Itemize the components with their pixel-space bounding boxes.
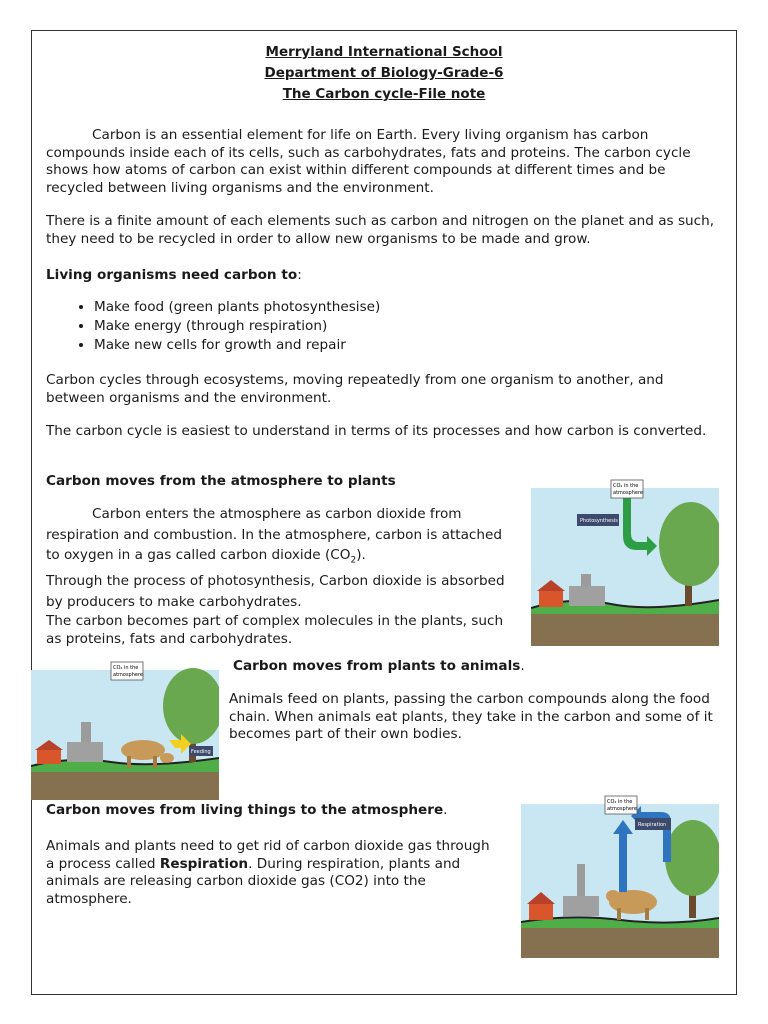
- section3-text-bold: Respiration: [159, 855, 249, 872]
- respiration-illustration: [521, 792, 719, 958]
- feeding-figure: [31, 660, 219, 800]
- co2-label-line1: CO₂ in the: [607, 799, 633, 805]
- section2-heading-end: .: [520, 658, 525, 674]
- section2-body: Animals feed on plants, passing the carbon compounds along the food chain. When animals eat plants, they take in the carbon and some of it becomes part of their own bodies.: [229, 691, 713, 742]
- school-name: Merryland International School: [265, 44, 503, 60]
- process-label: Photosynthesis: [580, 518, 618, 524]
- section1-heading: Carbon moves from the atmosphere to plants: [46, 473, 396, 489]
- factory-building: [67, 742, 103, 762]
- process-label: Feeding: [191, 749, 211, 755]
- house-icon: [539, 591, 563, 607]
- subscript-2: 2: [350, 555, 357, 566]
- cycles-paragraph-1: Carbon cycles through ecosystems, moving repeatedly from one organism to another, and between organisms and the environment.: [46, 372, 664, 406]
- section2-heading-text: Carbon moves from plants to animals: [233, 658, 521, 674]
- cow-leg: [153, 756, 157, 768]
- respiration-figure: [521, 792, 719, 958]
- cow-leg: [127, 756, 131, 768]
- cycles-paragraph-2: The carbon cycle is easiest to understand in terms of its processes and how carbon is converted.: [46, 423, 707, 439]
- needs-list: [46, 298, 380, 355]
- section1-body-d: The carbon becomes part of complex molecules in the plants, such as proteins, fats and carbohydrates.: [46, 613, 504, 648]
- needs-heading: [46, 267, 726, 285]
- co2-label-line2: atmosphere: [613, 490, 643, 496]
- cow-leg: [645, 908, 649, 920]
- section1-body: [46, 504, 516, 648]
- co2-label-line2: atmosphere: [607, 806, 637, 812]
- photosynthesis-illustration: [531, 476, 719, 646]
- process-label: Respiration: [638, 822, 667, 828]
- soil: [521, 926, 719, 958]
- section3-heading-end: .: [443, 802, 448, 818]
- section1-text-b: ).: [356, 547, 366, 563]
- soil: [531, 612, 719, 646]
- tree-icon: [665, 820, 719, 896]
- list-item: • Make energy (through respiration): [94, 317, 380, 336]
- needs-heading-text: Living organisms need carbon to: [46, 267, 298, 283]
- list-item: • Make new cells for growth and repair: [94, 336, 380, 355]
- section1-body-c: Through the process of photosynthesis, Carbon dioxide is absorbed by producers to make carbohydrates.: [46, 573, 505, 610]
- section3-heading: [46, 802, 516, 820]
- factory-building: [569, 586, 605, 606]
- document-title: The Carbon cycle-File note: [282, 86, 486, 102]
- section3-text-b: . During respiration, plants and animals are releasing carbon dioxide gas (CO2) into the atmosphere.: [46, 855, 461, 907]
- section3-body: [46, 838, 496, 908]
- section2-heading: [233, 658, 723, 676]
- section3-text-a: Animals and plants need to get rid of carbon dioxide gas through a process called: [46, 838, 490, 872]
- needs-heading-colon: :: [297, 267, 302, 283]
- cow-leg: [617, 908, 621, 920]
- house-icon: [37, 750, 61, 764]
- factory-building: [563, 896, 599, 916]
- intro-paragraph-2: There is a finite amount of each elements such as carbon and nitrogen on the planet and as such, they need to be recycled in order to allow new organisms to be made and grow.: [46, 213, 715, 247]
- department-name: Department of Biology-Grade-6: [264, 65, 504, 81]
- feeding-illustration: [31, 660, 219, 800]
- co2-label-line2: atmosphere: [113, 672, 143, 678]
- soil: [31, 770, 219, 800]
- section3-heading-text: Carbon moves from living things to the atmosphere: [46, 802, 444, 818]
- co2-label-line1: CO₂ in the: [613, 483, 639, 489]
- section1-text-a: Carbon enters the atmosphere as carbon dioxide from respiration and combustion. In the atmosphere, carbon is attached to oxygen in a gas called carbon dioxide (CO: [46, 506, 502, 563]
- photosynthesis-figure: [531, 476, 719, 646]
- section1-body-a: [46, 504, 516, 571]
- co2-label-line1: CO₂ in the: [113, 665, 139, 671]
- cow-head: [606, 890, 620, 902]
- list-item: • Make food (green plants photosynthesise): [94, 298, 380, 317]
- cow-head: [160, 753, 174, 763]
- intro-paragraph-1: Carbon is an essential element for life on Earth. Every living organism has carbon compounds inside each of its cells, such as carbohydrates, fats and proteins. The carbon cycle shows how atoms of carbon can exist within different compounds at different times and be recycled between living organisms and the environment.: [46, 127, 691, 196]
- house-icon: [529, 904, 553, 920]
